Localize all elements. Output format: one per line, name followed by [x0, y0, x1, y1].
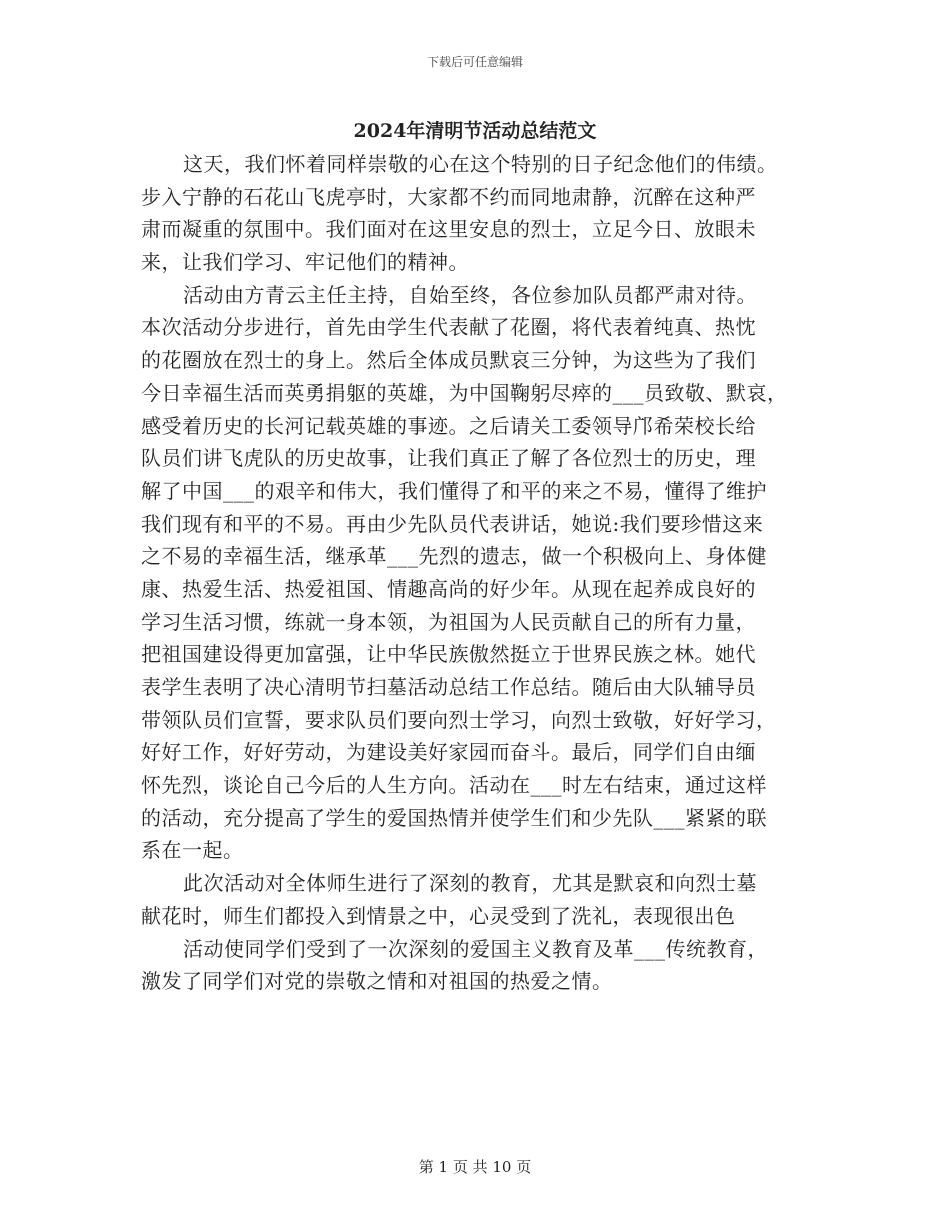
paragraph-line: 的活动，充分提高了学生的爱国热情并使学生们和少先队___紧紧的联 — [141, 805, 767, 830]
paragraph-line: 步入宁静的石花山飞虎亭时，大家都不约而同地肃静，沉醉在这种严 — [141, 184, 756, 209]
paragraph-line: 系在一起。 — [141, 838, 244, 863]
paragraph-line: 队员们讲飞虎队的历史故事，让我们真正了解了各位烈士的历史，理 — [141, 446, 756, 471]
paragraph-line: 今日幸福生活而英勇捐躯的英雄，为中国鞠躬尽瘁的___员致敬、默哀， — [141, 380, 788, 405]
paragraph-line: 献花时，师生们都投入到情景之中，心灵受到了洗礼，表现很出色 — [141, 903, 736, 928]
paragraph-line: 之不易的幸福生活，继承革___先烈的遗志，做一个积极向上、身体健 — [141, 544, 767, 569]
paragraph-line: 的花圈放在烈士的身上。然后全体成员默哀三分钟，为这些为了我们 — [141, 348, 756, 373]
paragraph-line: 把祖国建设得更加富强，让中华民族傲然挺立于世界民族之林。她代 — [141, 642, 756, 667]
document-body — [141, 148, 821, 998]
paragraph-line: 好好工作，好好劳动，为建设美好家园而奋斗。最后，同学们自由缅 — [141, 740, 756, 765]
paragraph-line: 活动使同学们受到了一次深刻的爱国主义教育及革___传统教育， — [183, 936, 768, 961]
paragraph-line: 这天，我们怀着同样崇敬的心在这个特别的日子纪念他们的伟绩。 — [183, 152, 778, 176]
paragraph-line: 活动由方青云主任主持，自始至终，各位参加队员都严肃对待。 — [183, 282, 757, 307]
paragraph-line: 解了中国___的艰辛和伟大，我们懂得了和平的来之不易，懂得了维护 — [141, 478, 767, 503]
header-note: 下载后可任意编辑 — [426, 55, 523, 69]
paragraph-line: 学习生活习惯，练就一身本领，为祖国为人民贡献自己的所有力量， — [141, 609, 756, 634]
paragraph-line: 肃而凝重的氛围中。我们面对在这里安息的烈士，立足今日、放眼未 — [141, 217, 756, 242]
page-number: 第 1 页 共 10 页 — [418, 1158, 532, 1176]
paragraph-line: 感受着历史的长河记载英雄的事迹。之后请关工委领导邝希荣校长给 — [141, 413, 756, 438]
paragraph-line: 此次活动对全体师生进行了深刻的教育，尤其是默哀和向烈士墓 — [183, 871, 757, 896]
paragraph-line: 来，让我们学习、牢记他们的精神。 — [141, 250, 469, 275]
paragraph-line: 带领队员们宣誓，要求队员们要向烈士学习，向烈士致敬，好好学习， — [141, 707, 777, 732]
document-title: 2024年清明节活动总结范文 — [353, 120, 597, 142]
paragraph-line: 激发了同学们对党的崇敬之情和对祖国的热爱之情。 — [141, 969, 613, 994]
paragraph-line: 表学生表明了决心清明节扫墓活动总结工作总结。随后由大队辅导员 — [141, 675, 756, 699]
paragraph-line: 我们现有和平的不易。再由少先队员代表讲话，她说:我们要珍惜这来 — [141, 511, 764, 536]
paragraph-line: 怀先烈，谈论自己今后的人生方向。活动在___时左右结束，通过这样 — [141, 773, 767, 798]
paragraph-line: 本次活动分步进行，首先由学生代表献了花圈，将代表着纯真、热忱 — [141, 315, 756, 340]
paragraph-line: 康、热爱生活、热爱祖国、情趣高尚的好少年。从现在起养成良好的 — [141, 576, 756, 601]
